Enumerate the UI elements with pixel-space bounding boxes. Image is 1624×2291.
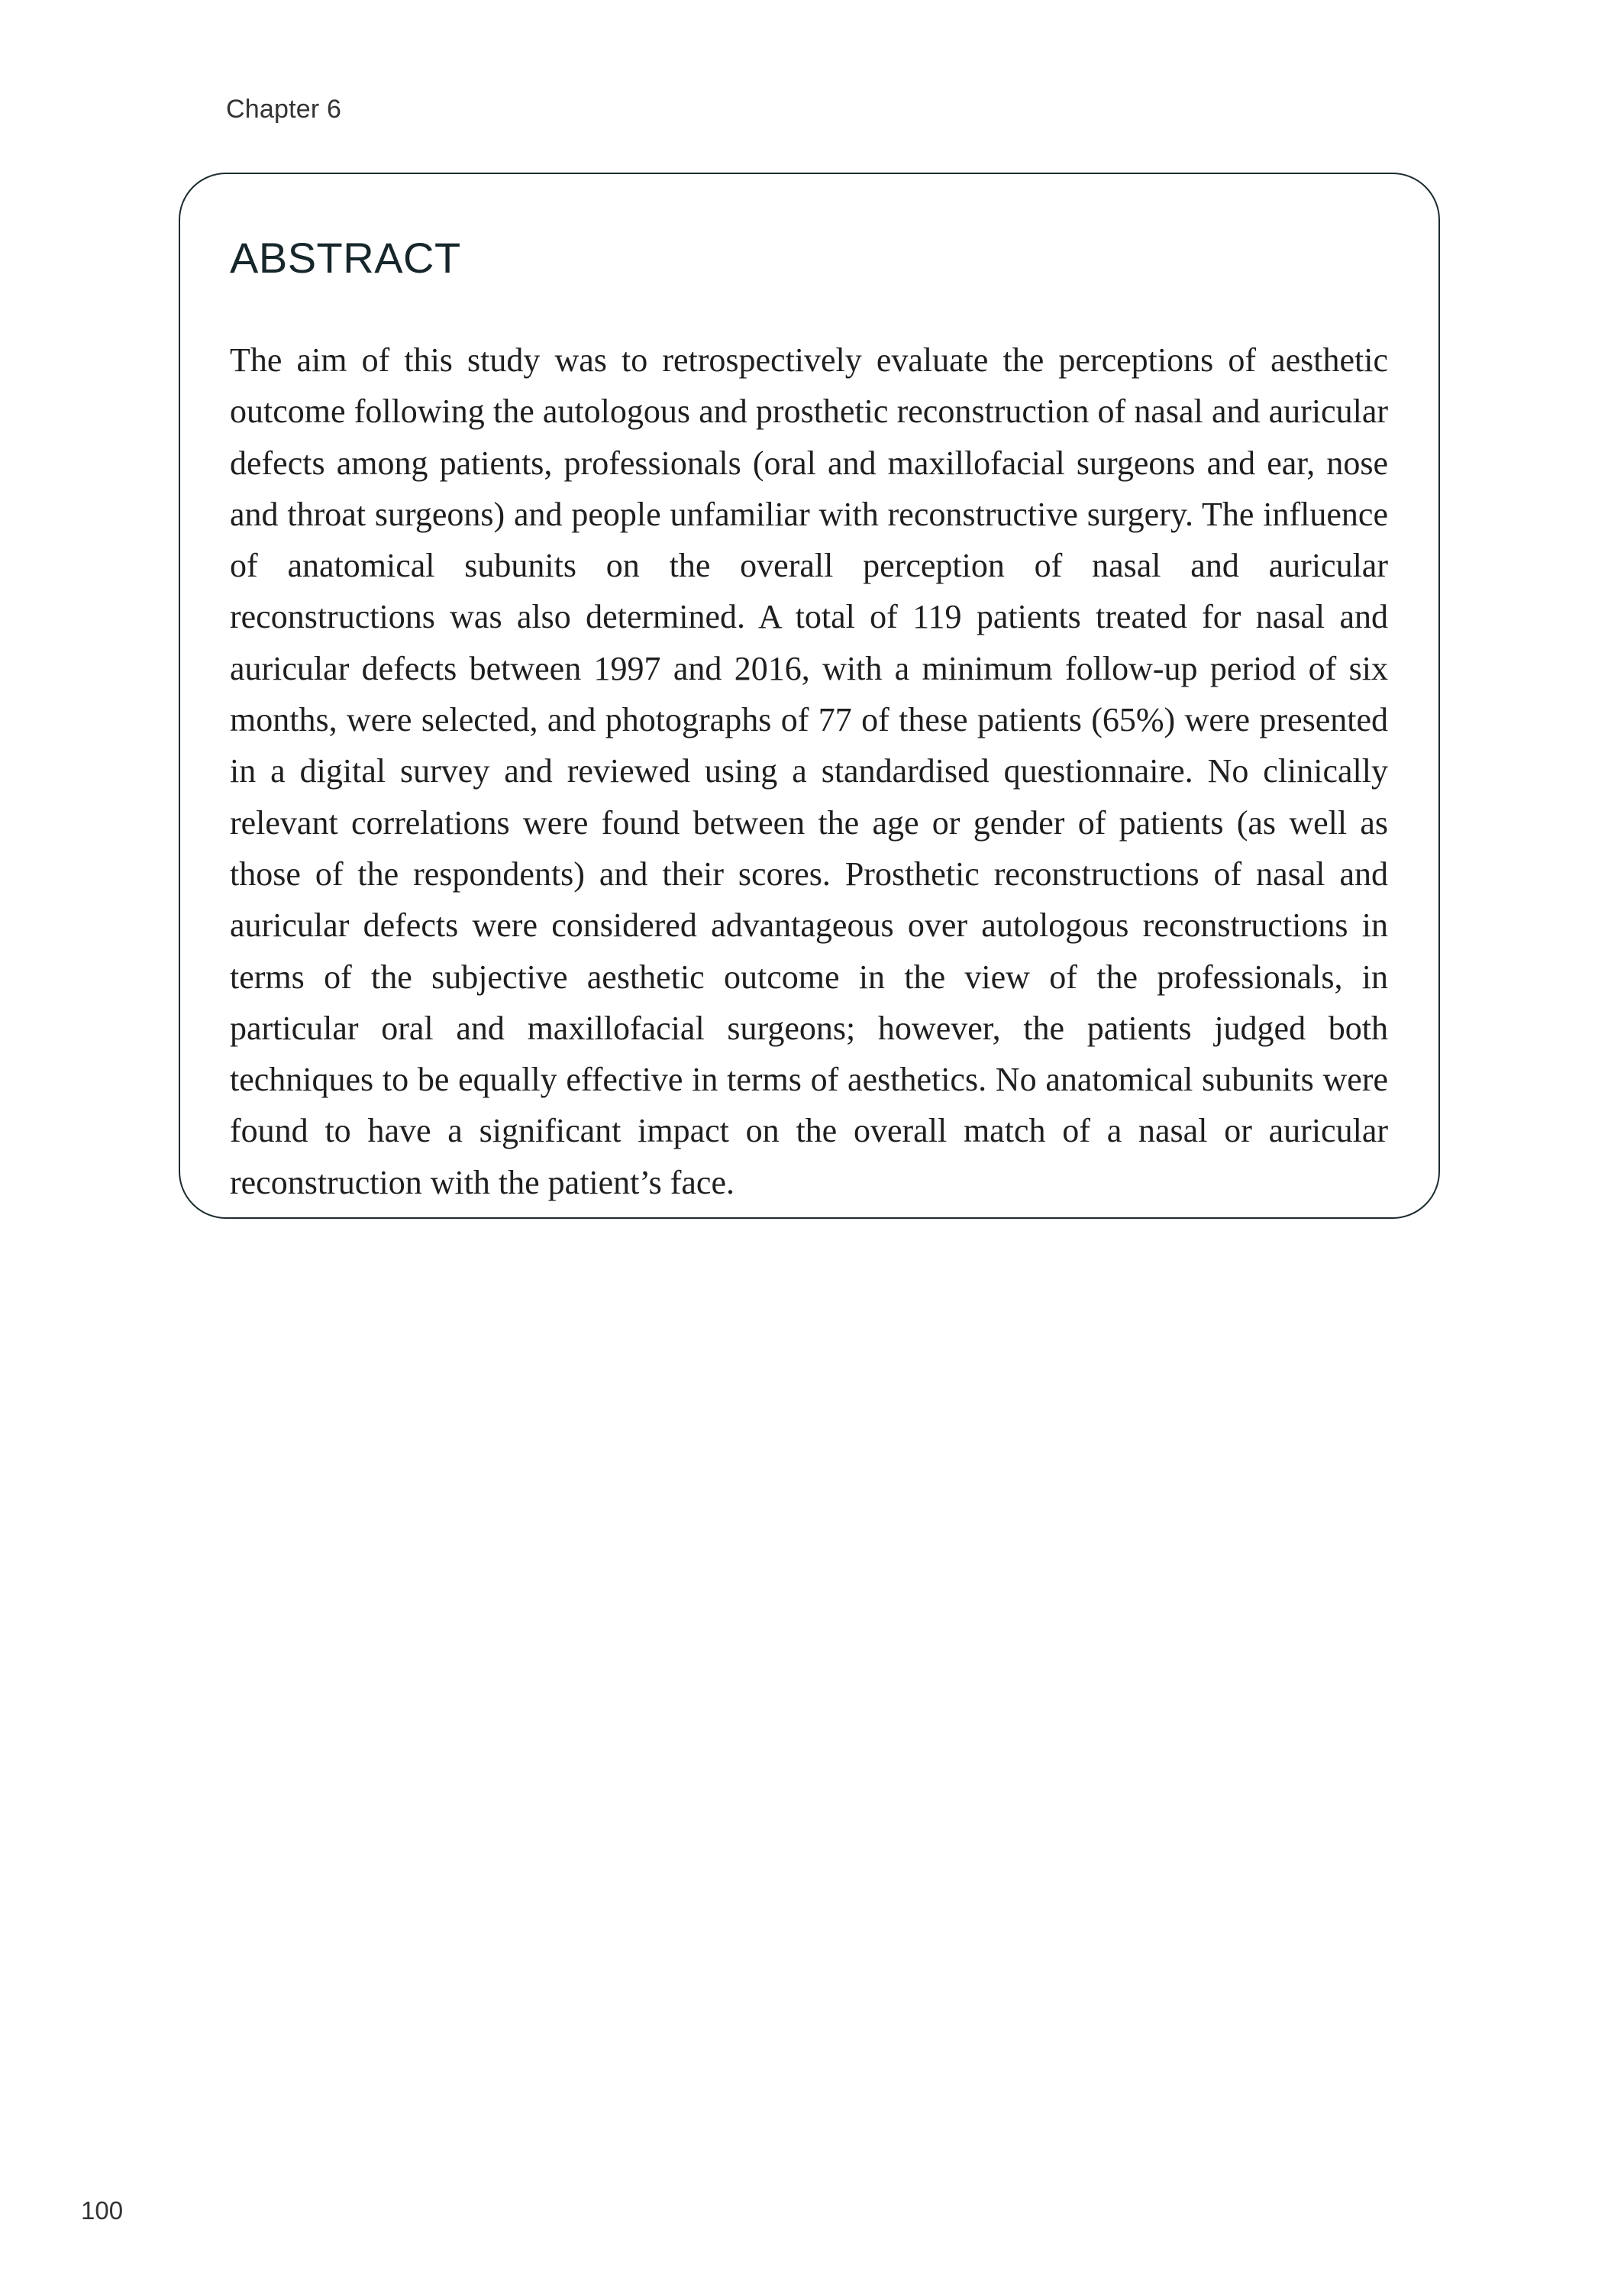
abstract-box bbox=[179, 173, 1440, 1219]
page-number: 100 bbox=[81, 2196, 124, 2225]
abstract-body: The aim of this study was to retrospectively evaluate the perceptions of aesthetic outcome following the autologous and prosthetic reconstruction of nasal and auricular defects among patients, professionals (oral and maxillofacial surgeons and ear, nose and throat surgeons) and people unfamiliar with reconstructive surgery. The influence of anatomical subunits on the overall perception of nasal and auricular reconstructions was also determined. A total of 119 patients treated for nasal and auricular defects between 1997 and 2016, with a minimum follow-up period of six months, were selected, and photographs of 77 of these patients (65%) were presented in a digital survey and reviewed using a standardised questionnaire. No clinically relevant correlations were found between the age or gender of patients (as well as those of the respondents) and their scores. Prosthetic reconstructions of nasal and auricular defects were considered advantageous over autologous reconstructions in terms of the subjective aesthetic outcome in the view of the professionals, in particular oral and maxillofacial surgeons; however, the patients judged both techniques to be equally effective in terms of aesthetics. No anatomical subunits were found to have a significant impact on the overall match of a nasal or auricular reconstruction with the patient’s face. bbox=[230, 341, 1388, 1201]
abstract-heading: ABSTRACT bbox=[230, 234, 461, 282]
running-head: Chapter 6 bbox=[226, 95, 342, 124]
